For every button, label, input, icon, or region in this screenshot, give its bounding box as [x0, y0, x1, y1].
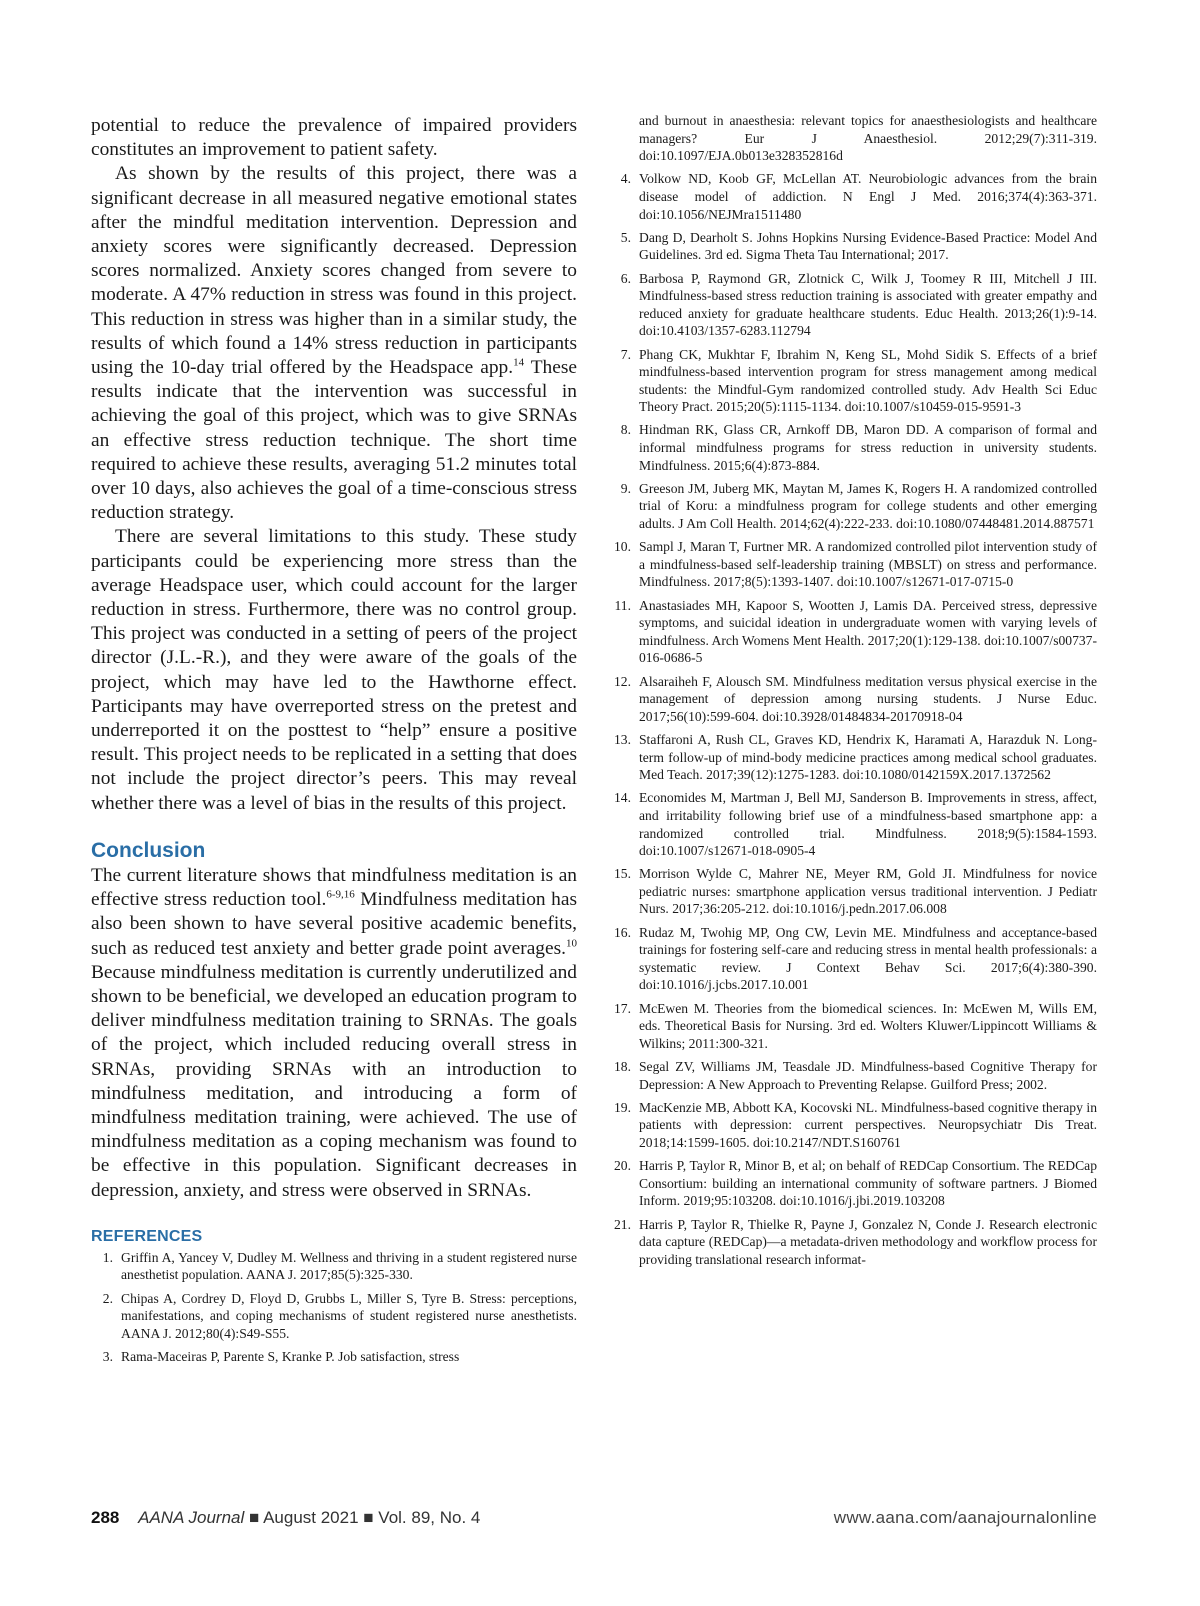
- separator: ■: [249, 1508, 260, 1527]
- separator: ■: [363, 1508, 374, 1527]
- reference-item: 9. Greeson JM, Juberg MK, Maytan M, James K, Rogers H. A randomized controlled trial of Koru: a mindfulness program for college students and other emerging adults. J Am Coll Health. 2014;62(4):222-233. doi:10.1080/07448481.2014.887571: [620, 480, 1097, 532]
- page-footer: [91, 1508, 1097, 1532]
- reference-item: 15. Morrison Wylde C, Mahrer NE, Meyer RM, Gold JI. Mindfulness for novice pediatric nurses: smartphone application versus traditional intervention. J Pediatr Nurs. 2017;36:205-212. doi:10.1016/j.pedn.2017.06.008: [614, 866, 1097, 917]
- citation-sup: 6-9,16: [326, 888, 355, 901]
- reference-item: 7. Phang CK, Mukhtar F, Ibrahim N, Keng SL, Mohd Sidik S. Effects of a brief mindfulness-based intervention program for stress management among medical students: the Mindful-Gym randomized controlled study. Adv Health Sci Educ Theory Pract. 2015;20(5):1115-1134. doi:10.1007/s10459-015-9591-3: [620, 346, 1097, 415]
- reference-item: 16. Rudaz M, Twohig MP, Ong CW, Levin ME. Mindfulness and acceptance-based trainings for fostering self-care and reducing stress in mental health professionals: a systematic review. J Context Behav Sci. 2017;6(4):380-390. doi:10.1016/j.jcbs.2017.10.001: [614, 924, 1097, 993]
- reference-item: 12. Alsaraiheh F, Alousch SM. Mindfulness meditation versus physical exercise in the management of depression among nursing students. J Nurse Educ. 2017;56(10):599-604. doi:10.3928/01484834-20170918-04: [614, 673, 1097, 724]
- reference-item: 5. Dang D, Dearholt S. Johns Hopkins Nursing Evidence-Based Practice: Model And Guidelines. 3rd ed. Sigma Theta Tau International; 2017.: [620, 229, 1097, 263]
- body-paragraph-2: As shown by the results of this project, there was a significant decrease in all measured negative emotional states after the mindful meditation intervention. Depression and anxiety scores were significantly decreased. Depression scores normalized. Anxiety scores changed from severe to moderate. A 47% reduction in stress was found in this project. This reduction in stress was higher than in a similar study, the results of which found a 14% stress reduction in participants using the 10-day trial offered by the Headspace app.$^{14}$ These results indicate that the intervention was successful in achieving the goal of this project, which was to give SRNAs an effective stress reduction technique. The short time required to achieve these results, averaging 51.2 minutes total over 10 days, also achieves the goal of a time-conscious stress reduction strategy.: [91, 163, 577, 524]
- reference-item: 13. Staffaroni A, Rush CL, Graves KD, Hendrix K, Haramati A, Harazduk N. Long-term follow-up of mind-body medicine practices among medical school graduates. Med Teach. 2017;39(12):1275-1283. doi:10.1080/0142159X.2017.1372562: [614, 731, 1097, 783]
- reference-item: 8. Hindman RK, Glass CR, Arnkoff DB, Maron DD. A comparison of formal and informal mindfulness programs for stress reduction in university students. Mindfulness. 2015;6(4):873-884.: [620, 422, 1097, 473]
- right-column: [609, 112, 1097, 1274]
- reference-item: 2. Chipas A, Cordrey D, Floyd D, Grubbs L, Miller S, Tyre B. Stress: perceptions, manifestations, and coping mechanisms of student registered nurse anesthetists. AANA J. 2012;80(4):S49-S55.: [102, 1290, 577, 1341]
- citation-sup: 10: [566, 937, 577, 950]
- reference-item: 21. Harris P, Taylor R, Thielke R, Payne J, Gonzalez N, Conde J. Research electronic data capture (REDCap)—a metadata-driven methodology and workflow process for providing translational research informat-: [614, 1216, 1097, 1267]
- references-heading: REFERENCES: [91, 1227, 203, 1245]
- citation-sup: 14: [513, 356, 525, 369]
- journal-url: www.aana.com/aanajournalonline: [833, 1508, 1097, 1527]
- conclusion-heading: Conclusion: [91, 838, 206, 862]
- body-paragraph-3: There are several limitations to this study. These study participants could be experiencing more stress than the average Headspace user, which could account for the larger reduction in stress. Furthermore, there was no control group. This project was conducted in a setting of peers of the project director (J.L.-R.), and they were aware of the goals of the project, which may have led to the Hawthorne effect. Participants may have overreported stress on the pretest and underreported it on the posttest to “help” ensure a positive result. This project needs to be replicated in a setting that does not include the project director’s peers. This may reveal whether there was a level of bias in the results of this project.: [91, 526, 577, 814]
- conclusion-paragraph: The current literature shows that mindfulness meditation is an effective stress reduction tool.$^{6-9,16}$ Mindfulness meditation has also been shown to have several positive academic benefits, such as reduced test anxiety and better grade point averages.$^{10}$ Because mindfulness meditation is currently underutilized and shown to be beneficial, we developed an education program to deliver mindfulness meditation training to SRNAs. The goals of the project, which included reducing overall stress in SRNAs, providing SRNAs with an introduction to mindfulness meditation, and introducing a form of mindfulness meditation training, were achieved. The use of mindfulness meditation as a coping mechanism was found to be effective in this population. Significant decreases in depression, anxiety, and stress were observed in SRNAs.: [91, 864, 577, 1201]
- reference-item: 18. Segal ZV, Williams JM, Teasdale JD. Mindfulness-based Cognitive Therapy for Depression: A New Approach to Preventing Relapse. Guilford Press; 2002.: [614, 1059, 1097, 1092]
- issue-date: August 2021: [263, 1508, 359, 1527]
- reference-item: 19. MacKenzie MB, Abbott KA, Kocovski NL. Mindfulness-based cognitive therapy in patients with depression: current perspectives. Neuropsychiatr Dis Treat. 2018;14:1599-1605. doi:10.2147/NDT.S160761: [614, 1099, 1097, 1150]
- reference-item: 4. Volkow ND, Koob GF, McLellan AT. Neurobiologic advances from the brain disease model of addiction. N Engl J Med. 2016;374(4):363-371. doi:10.1056/NEJMra1511480: [620, 171, 1097, 222]
- reference-item: 11. Anastasiades MH, Kapoor S, Wootten J, Lamis DA. Perceived stress, depressive symptoms, and suicidal ideation in undergraduate women with varying levels of mindfulness. Arch Womens Ment Health. 2017;20(1):129-138. doi:10.1007/s00737-016-0686-5: [614, 597, 1097, 666]
- reference-item: 10. Sampl J, Maran T, Furtner MR. A randomized controlled pilot intervention study of a mindfulness-based self-leadership training (MBSLT) on stress and performance. Mindfulness. 2017;8(5):1393-1407. doi:10.1007/s12671-017-0715-0: [614, 539, 1097, 590]
- body-paragraph-1: potential to reduce the prevalence of impaired providers constitutes an improvement to patient safety.: [91, 115, 577, 161]
- page-number: 288: [91, 1508, 120, 1527]
- reference-item: 20. Harris P, Taylor R, Minor B, et al; on behalf of REDCap Consortium. The REDCap Consortium: building an international community of software partners. J Biomed Inform. 2019;95:103208. doi:10.1016/j.jbi.2019.103208: [614, 1158, 1097, 1209]
- journal-name: AANA Journal: [138, 1508, 245, 1527]
- reference-item: 17. McEwen M. Theories from the biomedical sciences. In: McEwen M, Wills EM, eds. Theoretical Basis for Nursing. 3rd ed. Wolters Kluwer/Lippincott Williams & Wilkins; 2011:300-321.: [614, 1000, 1097, 1051]
- left-column: [91, 114, 577, 1371]
- volume-issue: Vol. 89, No. 4: [378, 1508, 481, 1527]
- reference-item: 14. Economides M, Martman J, Bell MJ, Sanderson B. Improvements in stress, affect, and irritability following brief use of a mindfulness-based smartphone app: a randomized controlled trial. Mindfulness. 2018;9(5):1584-1593. doi:10.1007/s12671-018-0905-4: [614, 790, 1097, 859]
- reference-item-continued: and burnout in anaesthesia: relevant topics for anaesthesiologists and healthcare managers? Eur J Anaesthesiol. 2012;29(7):311-319. doi:10.1097/EJA.0b013e328352816d: [639, 113, 1097, 164]
- reference-item: 6. Barbosa P, Raymond GR, Zlotnick C, Wilk J, Toomey R III, Mitchell J III. Mindfulness-based stress reduction training is associated with greater empathy and reduced anxiety for graduate healthcare students. Educ Health. 2013;26(1):9-14. doi:10.4103/1357-6283.112794: [620, 270, 1097, 339]
- reference-item: 3. Rama-Maceiras P, Parente S, Kranke P. Job satisfaction, stress: [102, 1348, 460, 1364]
- reference-item: 1. Griffin A, Yancey V, Dudley M. Wellness and thriving in a student registered nurse anesthetist population. AANA J. 2017;85(5):325-330.: [102, 1249, 577, 1283]
